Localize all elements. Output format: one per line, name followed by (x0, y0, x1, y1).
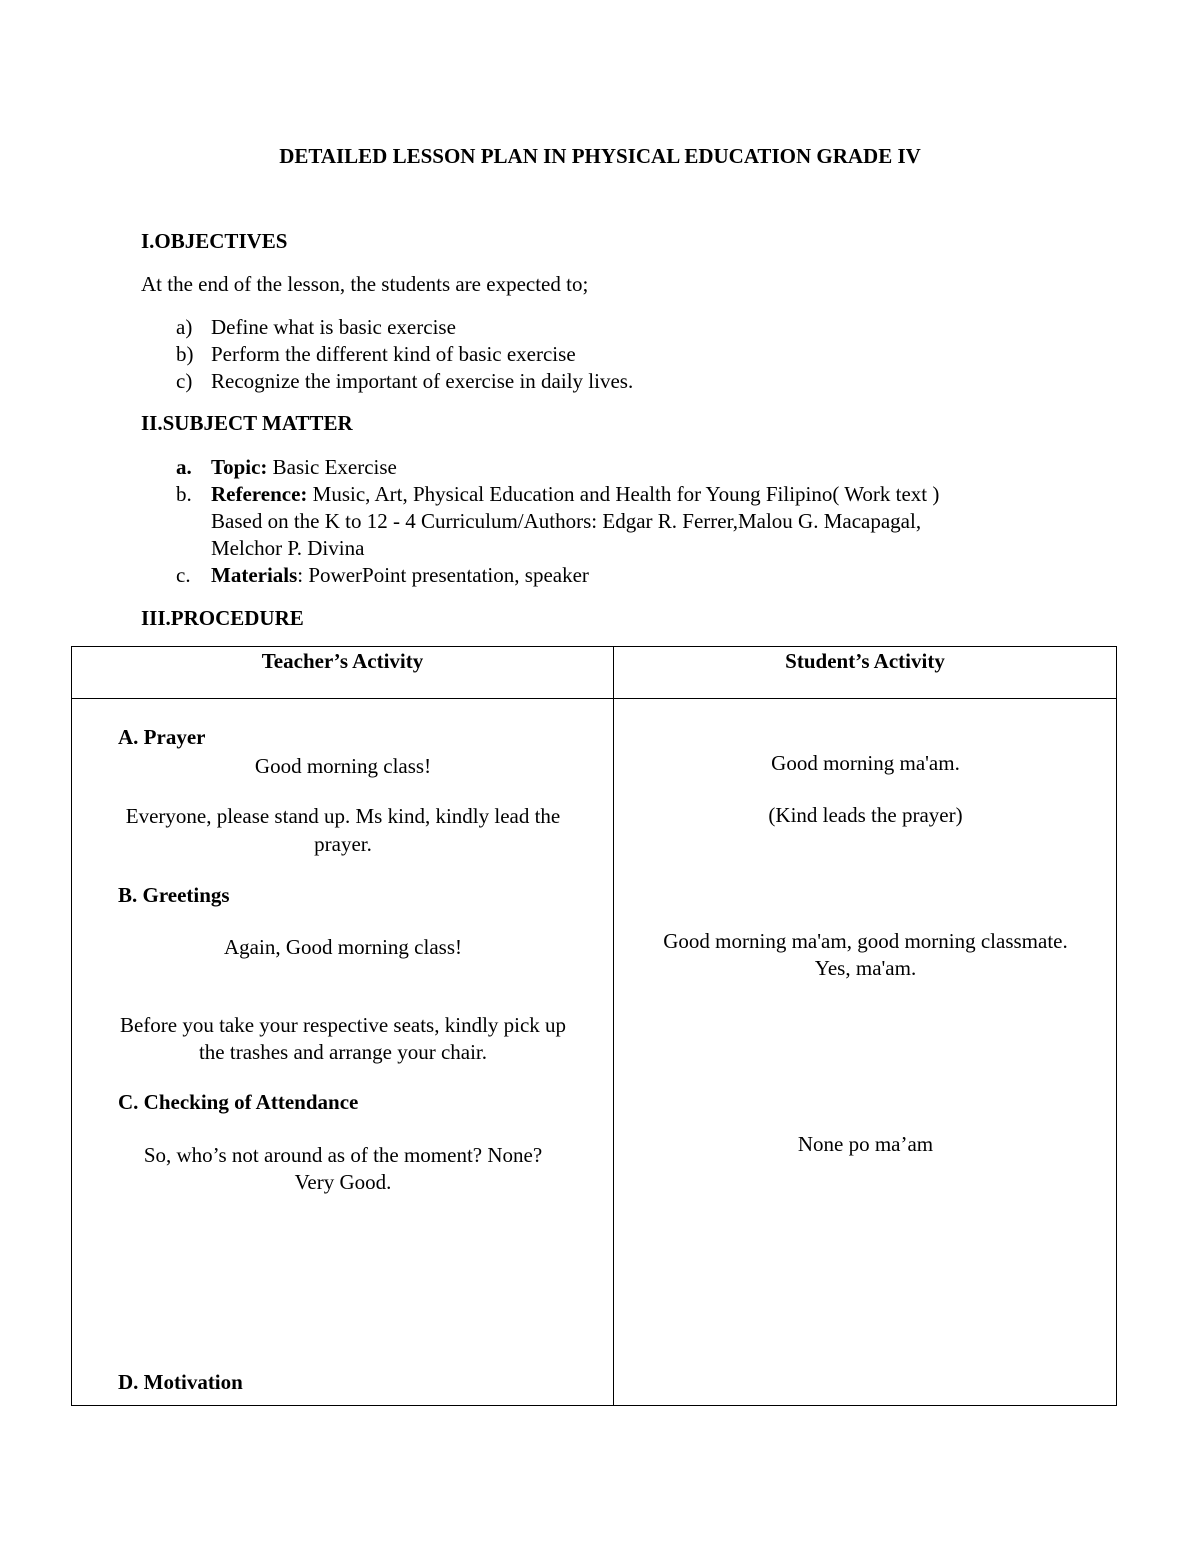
teacher-line: So, who’s not around as of the moment? None? (143, 1143, 543, 1167)
teacher-line: Good morning class! (254, 754, 432, 778)
table-row (72, 699, 1117, 1406)
teacher-activity-header-cell (72, 647, 614, 699)
list-marker: a. (176, 455, 192, 479)
teacher-line: Again, Good morning class! (224, 935, 462, 959)
student-line: Yes, ma'am. (814, 956, 917, 980)
objectives-intro: At the end of the lesson, the students are expected to; (141, 272, 589, 296)
topic-text: Basic Exercise (267, 455, 397, 479)
reference-label: Reference: (211, 482, 308, 506)
section-motivation-heading: D. Motivation (118, 1370, 243, 1394)
table-header-row (72, 647, 1117, 699)
section-greetings-heading: B. Greetings (118, 883, 230, 907)
subject-matter-heading: II.SUBJECT MATTER (141, 411, 353, 435)
objectives-heading: I.OBJECTIVES (141, 229, 288, 253)
student-activity-header: Student’s Activity (785, 649, 945, 673)
reference-text-line1: Music, Art, Physical Education and Health for Young Filipino( Work text ) (307, 482, 940, 506)
reference-text-line3: Melchor P. Divina (211, 536, 365, 560)
list-marker: c. (176, 563, 191, 587)
student-line: (Kind leads the prayer) (768, 803, 963, 827)
document-title: DETAILED LESSON PLAN IN PHYSICAL EDUCATION GRADE IV (279, 144, 921, 168)
student-line: Good morning ma'am, good morning classmate. (663, 929, 1068, 953)
topic-label: Topic: (211, 455, 268, 479)
teacher-line: prayer. (314, 832, 372, 856)
procedure-table (71, 646, 1117, 1406)
teacher-line: Before you take your respective seats, kindly pick up (119, 1013, 567, 1037)
teacher-line: the trashes and arrange your chair. (198, 1040, 488, 1064)
section-prayer-heading: A. Prayer (118, 725, 206, 749)
teacher-line: Very Good. (294, 1170, 392, 1194)
student-activity-header-cell (614, 647, 1117, 699)
procedure-heading: III.PROCEDURE (141, 606, 304, 630)
teacher-activity-header: Teacher’s Activity (261, 649, 424, 673)
materials-text: : PowerPoint presentation, speaker (297, 563, 589, 587)
list-marker: b) (176, 342, 194, 366)
student-line: None po ma’am (797, 1132, 934, 1156)
list-marker: a) (176, 315, 193, 339)
student-activity-cell (614, 699, 1117, 1406)
list-marker: c) (176, 369, 193, 393)
section-attendance-heading: C. Checking of Attendance (118, 1090, 359, 1114)
list-marker: b. (176, 482, 192, 506)
student-line: Good morning ma'am. (771, 751, 960, 775)
reference-text-line2: Based on the K to 12 - 4 Curriculum/Authors: Edgar R. Ferrer,Malou G. Macapagal, (211, 509, 922, 533)
objective-text: Recognize the important of exercise in daily lives. (211, 369, 634, 393)
objective-text: Define what is basic exercise (211, 315, 456, 339)
teacher-activity-cell (72, 699, 614, 1406)
teacher-line: Everyone, please stand up. Ms kind, kindly lead the (125, 804, 561, 828)
materials-label: Materials (211, 563, 298, 587)
objective-text: Perform the different kind of basic exercise (211, 342, 576, 366)
